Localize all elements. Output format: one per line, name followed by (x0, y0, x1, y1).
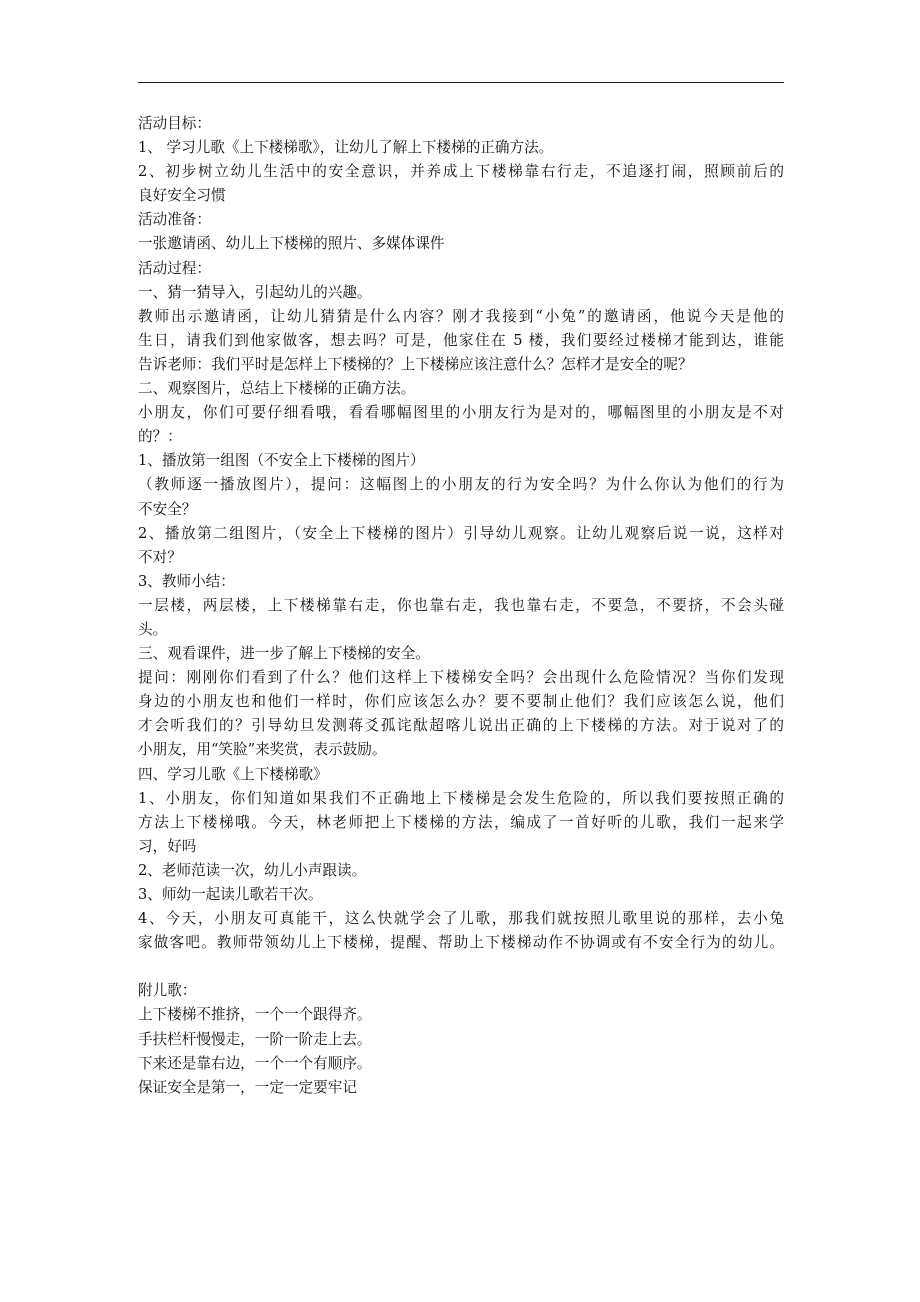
paragraph-line: 家做客吧。教师带领幼儿上下楼梯，提醒、帮助上下楼梯动作不协调或有不安全行为的幼儿。 (138, 934, 784, 952)
step-heading-2: 二、观察图片，总结上下楼梯的正确方法。 (138, 380, 416, 398)
paragraph-line: 方法上下楼梯哦。今天，林老师把上下楼梯的方法，编成了一首好听的儿歌，我们一起来学 (138, 813, 784, 831)
paragraph-line: 头。 (138, 620, 168, 638)
appendix-title: 附儿歌： (138, 982, 197, 1000)
blank-line (138, 955, 784, 979)
paragraph-line: 提问：刚刚你们看到了什么？他们这样上下楼梯安全吗？会出现什么危险情况？当你们发现 (138, 669, 784, 687)
sub-step-4: 4、今天，小朋友可真能干，这么快就学会了儿歌，那我们就按照儿歌里说的那样，去小兔 (138, 910, 784, 928)
poem-line: 手扶栏杆慢慢走，一阶一阶走上去。 (138, 1030, 372, 1048)
poem-line: 保证安全是第一，一定一定要牢记 (138, 1078, 357, 1096)
paragraph-line: 的？： (138, 428, 182, 446)
poem-line: 下来还是靠右边，一个一个有顺序。 (138, 1054, 372, 1072)
objective-item-1: 1、 学习儿歌《上下楼梯歌》，让幼儿了解上下楼梯的正确方法。 (138, 139, 554, 157)
paragraph-line: 教师出示邀请函，让幼儿猜猜是什么内容？刚才我接到“小兔”的邀请函，他说今天是他的 (138, 307, 784, 325)
sub-step-2: 2、播放第二组图片，（安全上下楼梯的图片）引导幼儿观察。让幼儿观察后说一说，这样对 (138, 524, 784, 542)
paragraph-line: 不对？ (138, 548, 182, 566)
paragraph-line: 告诉老师：我们平时是怎样上下楼梯的？上下楼梯应该注意什么？怎样才是安全的呢？ (138, 355, 693, 373)
section-heading-objectives: 活动目标： (138, 115, 211, 132)
sub-step-2b: 2、老师范读一次，幼儿小声跟读。 (138, 861, 367, 879)
section-heading-preparation: 活动准备： (138, 211, 211, 229)
objective-item-2: 2、初步树立幼儿生活中的安全意识，并养成上下楼梯靠右行走，不追逐打闹，照顾前后的 (138, 163, 784, 181)
paragraph-line: 1、小朋友，你们知道如果我们不正确地上下楼梯是会发生危险的，所以我们要按照正确的 (138, 789, 784, 807)
sub-step-3: 3、教师小结： (138, 572, 235, 590)
step-heading-3: 三、观看课件，进一步了解上下楼梯的安全。 (138, 645, 430, 663)
objective-item-2-cont: 良好安全习惯 (138, 187, 226, 205)
step-heading-4: 四、学习儿歌《上下楼梯歌》 (138, 765, 328, 783)
section-heading-process: 活动过程： (138, 259, 211, 277)
preparation-text: 一张邀请函、幼儿上下楼梯的照片、多媒体课件 (138, 235, 445, 253)
step-heading-1: 一、猜一猜导入，引起幼儿的兴趣。 (138, 283, 372, 301)
sub-step-3b: 3、师幼一起读儿歌若干次。 (138, 886, 323, 903)
paragraph-line: 习，好吗 (138, 837, 197, 855)
paragraph-line: 小朋友，你们可要仔细看哦，看看哪幅图里的小朋友行为是对的，哪幅图里的小朋友是不对 (138, 404, 784, 422)
header-rule (138, 82, 784, 83)
paragraph-line: 身边的小朋友也和他们一样时，你们应该怎么办？要不要制止他们？我们应该怎么说，他们 (138, 693, 784, 711)
poem-line: 上下楼梯不推挤，一个一个跟得齐。 (138, 1006, 372, 1024)
paragraph-line: 才会听我们的？引导幼旦发测蒋爻孤诧酞超喀儿说出正确的上下楼梯的方法。对于说对了的 (138, 717, 784, 735)
paragraph-line: 生日，请我们到他家做客，想去吗？可是，他家住在 5 楼，我们要经过楼梯才能到达，谁能 (138, 331, 784, 349)
sub-step-1: 1、播放第一组图（不安全上下楼梯的图片） (138, 452, 425, 470)
paragraph-line: 一层楼，两层楼，上下楼梯靠右走，你也靠右走，我也靠右走，不要急，不要挤，不会头碰 (138, 596, 784, 614)
paragraph-line: 小朋友，用“笑脸”来奖赏，表示鼓励。 (138, 741, 387, 759)
paragraph-line: （教师逐一播放图片），提问：这幅图上的小朋友的行为安全吗？为什么你认为他们的行为 (138, 476, 784, 494)
document-body (138, 112, 784, 1100)
paragraph-line: 不安全？ (138, 500, 197, 518)
